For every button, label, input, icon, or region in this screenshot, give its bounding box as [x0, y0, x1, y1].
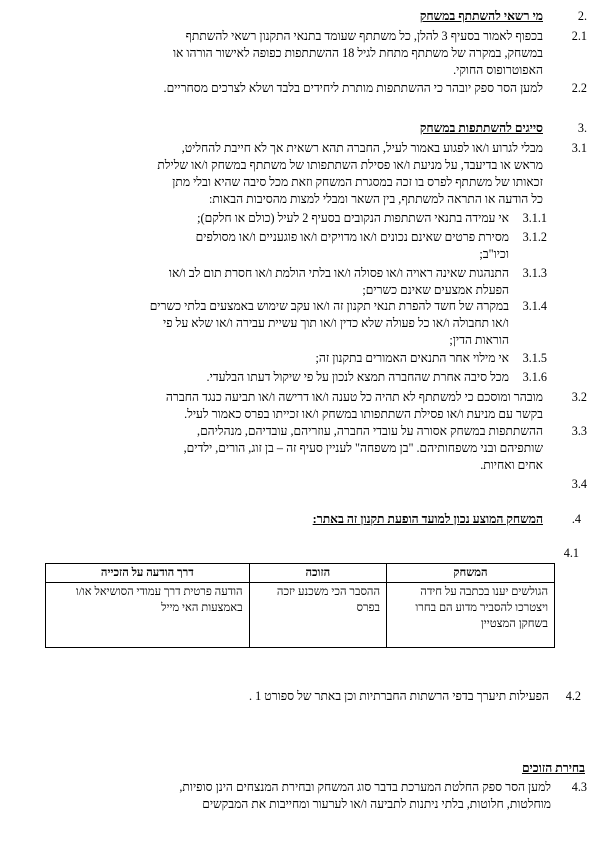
section-title: המשחק המוצע נכון למועד הופעת תקנון זה באתר:	[312, 512, 543, 526]
table-header-cell: דרך הודעה על הזכייה	[46, 564, 250, 583]
text-line: מוחלטות, חלוטות, בלתי ניתנות לתביעה ו/או לערעור ומחייבות את המבקשים	[202, 797, 551, 811]
text-line: למען הסר ספק יובהר כי ההשתתפות מותרת ליחידים בלבד ושלא לצרכים מסחריים.	[163, 81, 543, 95]
text-line: מובהר ומוסכם כי למשתתף לא תהיה כל טענה ו/או דרישה ו/או תביעה כנגד החברה	[165, 390, 543, 404]
section-title: בחירת הזוכים	[521, 761, 585, 775]
text-line: אי מילוי אחר התנאים האמורים בתקנון זה;	[315, 351, 509, 365]
text-line: מראש או בדיעבד, על מניעת ו/או פסילת השתתפותו של משתתף במשחק ו/או שלילת	[157, 158, 543, 172]
section-title: סייגים להשתתפות במשחק	[419, 121, 543, 135]
text-line: הפעלת אמצעים שאינם כשרים;	[362, 283, 509, 297]
text-line: ו/או תחבולה ו/או כל פעולה שלא כדין ו/או תוך עשיית עבירה ו/או שלא על פי	[163, 316, 509, 330]
text-line: מבלי לגרוע ו/או לפגוע באמור לעיל, החברה תהא רשאית אך לא חייבת להחליט,	[181, 141, 543, 155]
table-header-row	[46, 564, 555, 583]
text-line: זכאותו של משתתף לפרס בו זכה במסגרת המשחק וזאת מכל סיבה שהיא ובלי מתן	[172, 175, 543, 189]
text-line: מכל סיבה אחרת שהחברה תמצא לנכון על פי שיקול דעתו הבלעדי.	[206, 370, 509, 384]
text-line: אחים ואחיות.	[480, 458, 543, 472]
section-title: מי רשאי להשתתף במשחק	[419, 9, 543, 23]
table-cell: ההסבר הכי משכנע יזכה בפרס	[249, 583, 386, 648]
text-line: הוראות הדין;	[449, 333, 509, 347]
text-line: למען הסר ספק החלטת המערכת בדבר סוג המשחק ובחירת המנצחים הינן סופיות,	[179, 780, 551, 794]
table-header-cell: הזוכה	[249, 564, 386, 583]
text-line: אי עמידה בתנאי השתתפות הנקובים בסעיף 2 לעיל (כולם או חלקם);	[197, 211, 509, 225]
text-line: התנהגות שאינה ראויה ו/או פסולה ו/או בלתי הולמת ו/או חסרת תום לב ו/או	[168, 266, 509, 280]
text-line: וכיו"ב;	[479, 247, 509, 261]
document-page: 2. מי רשאי להשתתף במשחק 2.1 בכפוף לאמור בסעיף 3 להלן, כל משתתף שעומד בתנאי התקנון רשאי להשתתף במשחק, במקרה של משתתף מתחת לגיל 18 ההשתתפות כפופה לאישור הורהו או האפוטרופוס החוקי. 2.2 למען הסר ספק יובהר כי ההשתתפות מותרת ליחידים בלבד ושלא לצרכים מסחריים. 3. סייגים להשתתפות במשחק 3.1 מבלי לגרוע ו/או לפגוע באמור לעיל, החברה תהא רשאית אך לא חייבת להחליט, מראש או בדיעבד, על מניעת ו/או פסילת השתתפותו של משתתף במשחק ו/או שלילת זכאותו של משתתף לפרס בו זכה במסגרת המשחק וזאת מכל סיבה שהיא ובלי מתן כל הודעה או התראה למשתתף, בין השאר ומבלי למצות מהסיבות הבאות: 3.1.1 אי עמידה בתנאי השתתפות הנקובים בסעיף 2 לעיל (כולם או חלקם); 3.1.2 מסירת פרטים שאינם נכונים ו/או מדויקים ו/או פוגעניים ו/או מסולפים וכיו"ב; 3.1.3 התנהגות שאינה ראויה ו/או פסולה ו/או בלתי הולמת ו/או חסרת תום לב ו/או הפעלת אמצעים שאינם כשרים; 3.1.4 במקרה של חשד להפרת תנאי תקנון זה ו/או עקב שימוש באמצעים בלתי כשרים ו/או תחבולה ו/או כל פעולה שלא כדין ו/או תוך עשיית עבירה ו/או שלא על פי הוראות הדין; 3.1.5 אי מילוי אחר התנאים האמורים בתקנון זה; 3.1.6 מכל סיבה אחרת שהחברה תמצא לנכון על פי שיקול דעתו הבלעדי. 3.2 מובהר ומוסכם כי למשתתף לא תהיה כל טענה ו/או דרישה ו/או תביעה כנגד החברה בקשר עם מניעת ו/או פסילת השתתפותו במשחק ו/או זכייתו בפרס כאמור לעיל. 3.3 ההשתתפות במשחק אסורה על עובדי החברה, עוזריהם, עובדיהם, מנהליהם, שותפיהם ובני משפחותיהם. "בן משפחה" לעניין סעיף זה – בן זוג, הורים, ילדים, אחים ואחיות. 3.4 .4 המשחק המוצע נכון למועד הופעת תקנון זה באתר: 4.1 המשחק הזוכה דרך הודעה על הזכייה הגולשים יענו בכתבה על חידה ויצטרכו להסביר מדוע הם בחרו בשחקן המצטיין ההסבר הכי משכנע יזכה בפרס הודעה פרטית דרך עמודי הסושיאל או/ו באמצעות האי מייל 4.2 הפעילות תיערך בדפי הרשתות החברתיות וכן באתר של ספורט 1 . בחירת הזוכים 4.3 למען הסר ספק החלטת המערכת בדבר סוג המשחק ובחירת המנצחים הינן סופיות, מוחלטות, חלוטות, בלתי ניתנות לתביעה ו/או לערעור ומחייבות את המבקשים	[0, 0, 609, 845]
text-line: מסירת פרטים שאינם נכונים ו/או מדויקים ו/או פוגעניים ו/או מסולפים	[195, 230, 509, 244]
text-line: בקשר עם מניעת ו/או פסילת השתתפותו במשחק ו/או זכייתו בפרס כאמור לעיל.	[184, 407, 543, 421]
text-line: בכפוף לאמור בסעיף 3 להלן, כל משתתף שעומד בתנאי התקנון רשאי להשתתף	[185, 29, 543, 43]
text-line: כל הודעה או התראה למשתתף, בין השאר ומבלי למצות מהסיבות הבאות:	[208, 192, 543, 206]
text-line: האפוטרופוס החוקי.	[453, 63, 543, 77]
game-table	[45, 563, 555, 648]
text-line: במשחק, במקרה של משתתף מתחת לגיל 18 ההשתתפות כפופה לאישור הורהו או	[172, 46, 543, 60]
table-cell: הודעה פרטית דרך עמודי הסושיאל או/ו באמצעות האי מייל	[46, 583, 250, 648]
table-cell: הגולשים יענו בכתבה על חידה ויצטרכו להסביר מדוע הם בחרו בשחקן המצטיין	[387, 583, 555, 648]
text-line: ההשתתפות במשחק אסורה על עובדי החברה, עוזריהם, עובדיהם, מנהליהם,	[197, 424, 543, 438]
text-line: במקרה של חשד להפרת תנאי תקנון זה ו/או עקב שימוש באמצעים בלתי כשרים	[149, 299, 509, 313]
text-line: הפעילות תיערך בדפי הרשתות החברתיות וכן באתר של ספורט 1 .	[249, 689, 549, 703]
table-header-cell: המשחק	[387, 564, 555, 583]
text-line: שותפיהם ובני משפחותיהם. "בן משפחה" לעניין סעיף זה – בן זוג, הורים, ילדים,	[183, 441, 543, 455]
table-row	[46, 583, 555, 648]
